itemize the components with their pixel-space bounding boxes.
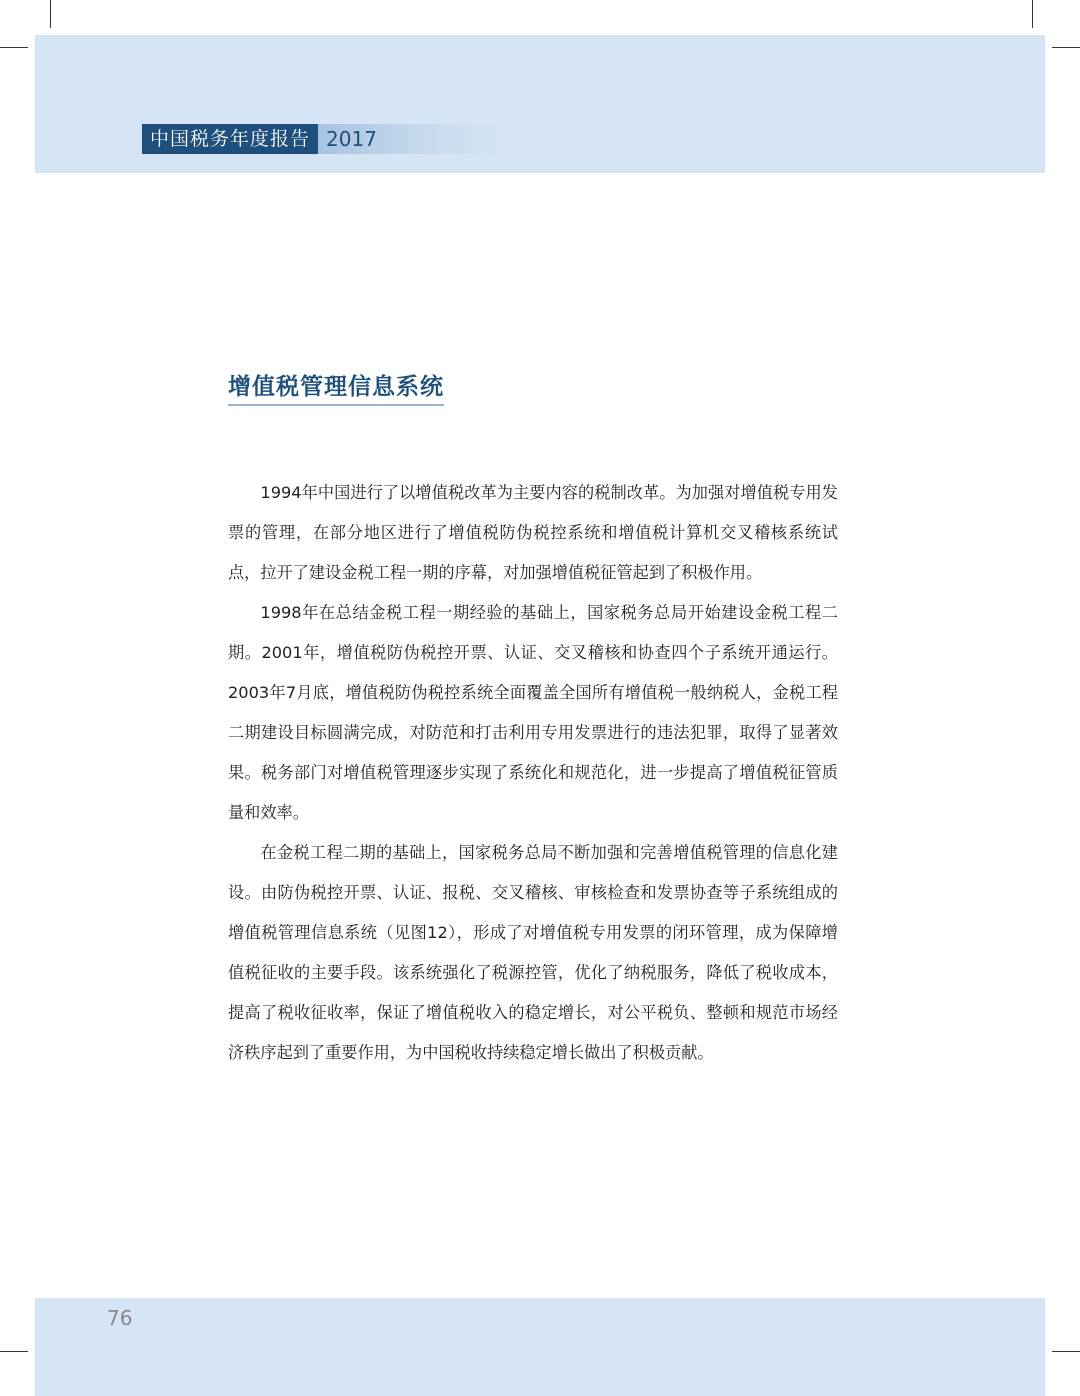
crop-mark (50, 0, 51, 28)
section-title: 增值税管理信息系统 (228, 368, 444, 406)
paragraph: 1998年在总结金税工程一期经验的基础上，国家税务总局开始建设金税工程二期。2001年，增值税防伪税控开票、认证、交叉稽核和协查四个子系统开通运行。2003年7月底，增值税防伪税控系统全面覆盖全国所有增值税一般纳税人，金税工程二期建设目标圆满完成，对防范和打击利用专用发票进行的违法犯罪，取得了显著效果。税务部门对增值税管理逐步实现了系统化和规范化，进一步提高了增值税征管质量和效率。 (228, 603, 838, 822)
crop-mark (1032, 0, 1033, 28)
running-header (142, 124, 506, 154)
paragraph: 1994年中国进行了以增值税改革为主要内容的税制改革。为加强对增值税专用发票的管理，在部分地区进行了增值税防伪税控系统和增值税计算机交叉稽核系统试点，拉开了建设金税工程一期的序幕，对加强增值税征管起到了积极作用。 (228, 483, 838, 582)
paragraph: 在金税工程二期的基础上，国家税务总局不断加强和完善增值税管理的信息化建设。由防伪税控开票、认证、报税、交叉稽核、审核检查和发票协查等子系统组成的增值税管理信息系统（见图12），形成了对增值税专用发票的闭环管理，成为保障增值税征收的主要手段。该系统强化了税源控管，优化了纳税服务，降低了税收成本，提高了税收征收率，保证了增值税收入的稳定增长，对公平税负、整顿和规范市场经济秩序起到了重要作用，为中国税收持续稳定增长做出了积极贡献。 (228, 843, 838, 1062)
crop-mark (0, 47, 28, 48)
report-year: 2017 (318, 124, 506, 154)
body-text (228, 473, 838, 1073)
footer-band (35, 1298, 1045, 1396)
crop-mark (0, 1351, 28, 1352)
report-title: 中国税务年度报告 (142, 124, 318, 154)
crop-mark (1052, 47, 1080, 48)
page-number: 76 (107, 1306, 133, 1330)
crop-mark (1052, 1351, 1080, 1352)
